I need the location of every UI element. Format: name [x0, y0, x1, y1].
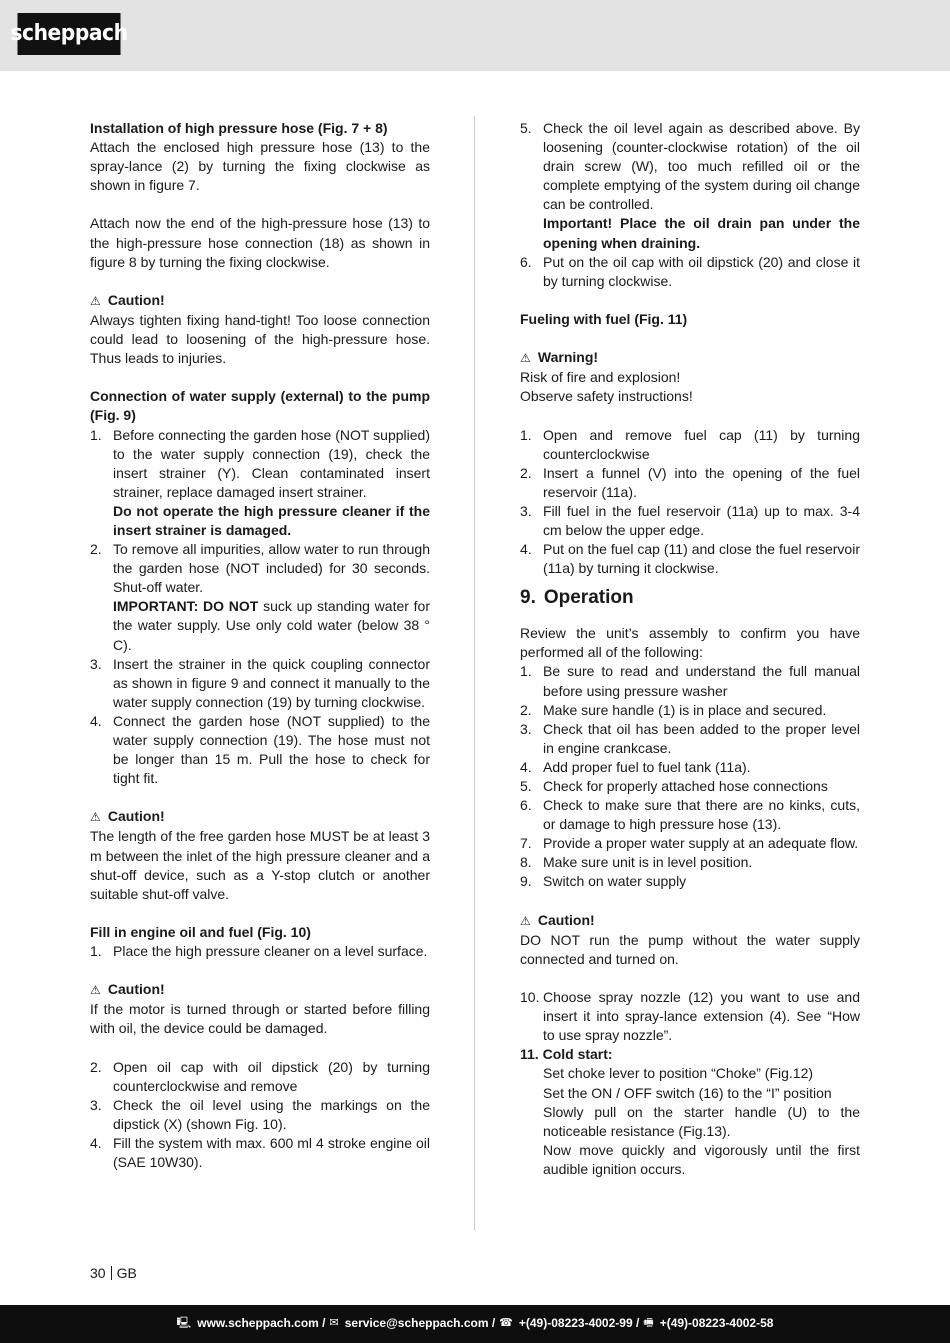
mail-icon: ✉	[329, 1317, 339, 1330]
water-supply-steps	[90, 426, 430, 789]
list-item: 10. Choose spray nozzle (12) you want to use and insert it into spray-lance extension (4). See “How to use spray nozzle”.	[520, 989, 860, 1044]
warning-triangle-icon: ⚠	[520, 351, 531, 366]
right-column	[520, 119, 860, 1179]
list-item: 5. Check the oil level again as described above. By loosening (counter-clockwise rotation) of the oil drain screw (W), too much refilled oil or the complete emptying of the system during oil change can be controlled. Important! Place the oil drain pan under the opening when draining.	[520, 120, 860, 251]
list-item: 1. Before connecting the garden hose (NOT supplied) to the water supply connection (19), check the insert strainer (Y). Clean contaminated insert strainer, replace damaged insert strainer. Do not operate the high pressure cleaner if the insert strainer is damaged.	[90, 426, 430, 538]
start-steps	[520, 988, 860, 1045]
cold-start-line: Set choke lever to position “Choke” (Fig.12)	[543, 1065, 814, 1082]
fax-icon: 🖷	[643, 1317, 654, 1330]
warning-triangle-icon: ⚠	[520, 913, 531, 928]
list-item: 5. Check for properly attached hose connections	[520, 778, 828, 794]
list-item: 4. Add proper fuel to fuel tank (11a).	[520, 758, 751, 775]
install-paragraph-1: Attach the enclosed high pressure hose (13) to the spray-lance (2) by turning the fixing clockwise as shown in figure 7.	[90, 139, 430, 194]
list-item: 3. Insert the strainer in the quick coupling connector as shown in figure 9 and connect it manually to the water supply connection (19) by turning clockwise.	[90, 655, 430, 710]
cold-start-line: Set the ON / OFF switch (16) to the “I” position	[543, 1084, 832, 1101]
caution-text-4: DO NOT run the pump without the water supply connected and turned on.	[520, 931, 860, 967]
list-item: 1. Be sure to read and understand the full manual before using pressure washer	[520, 663, 860, 699]
warning-heading: ⚠ Warning!	[520, 348, 860, 368]
install-heading: Installation of high pressure hose (Fig. 7 + 8)	[90, 120, 388, 136]
list-item: 9. Switch on water supply	[520, 873, 687, 890]
list-item: 3. Fill fuel in the fuel reservoir (11a) up to max. 3-4 cm below the upper edge.	[520, 502, 860, 538]
list-item: 3. Check that oil has been added to the proper level in engine crankcase.	[520, 720, 860, 756]
list-item: 3. Check the oil level using the markings on the dipstick (X) (shown Fig. 10).	[90, 1096, 430, 1132]
operation-steps	[520, 662, 860, 891]
page-footer	[0, 1305, 950, 1343]
list-item: 2. Open oil cap with oil dipstick (20) by turning counterclockwise and remove	[90, 1058, 430, 1094]
page-number: 30 GB	[90, 1265, 137, 1281]
caution-text-2: The length of the free garden hose MUST be at least 3 m between the inlet of the high pressure cleaner and a shut-off device, such as a Y-stop clutch or another suitable shut-off valve.	[90, 828, 430, 902]
list-item: 1. Open and remove fuel cap (11) by turning counterclockwise	[520, 426, 860, 462]
cold-start-heading: 11. Cold start:	[520, 1046, 613, 1063]
oil-steps-a	[90, 942, 430, 961]
footer-email[interactable]: service@scheppach.com /	[344, 1316, 496, 1331]
caution-heading-1: ⚠ Caution!	[90, 291, 430, 311]
list-item: 2. To remove all impurities, allow water to run through the garden hose (NOT included) for 30 seconds. Shut-off water. IMPORTANT: DO NOT suck up standing water for the water supply. Use only cold water (below 38 ° C).	[90, 541, 430, 653]
list-item: 7. Provide a proper water supply at an adequate flow.	[520, 835, 859, 852]
list-item: 8. Make sure unit is in level position.	[520, 854, 753, 871]
operation-intro: Review the unit’s assembly to confirm you have performed all of the following:	[520, 625, 860, 661]
section-heading-operation: 9. Operation	[520, 587, 634, 609]
caution-heading-2: ⚠ Caution!	[90, 807, 430, 827]
caution-heading-4: ⚠ Caution!	[520, 911, 860, 931]
list-item: 4. Put on the fuel cap (11) and close the fuel reservoir (11a) by turning it clockwise.	[520, 541, 860, 577]
list-item: 4. Connect the garden hose (NOT supplied) to the water supply connection (19). The hose must not be longer than 15 m. Pull the hose to check for tight fit.	[90, 712, 430, 787]
list-item: 6. Check to make sure that there are no kinks, cuts, or damage to high pressure hose (13).	[520, 797, 860, 833]
warning-triangle-icon: ⚠	[90, 810, 101, 825]
water-supply-heading: Connection of water supply (external) to the pump (Fig. 9)	[90, 388, 430, 424]
cold-start-line: Slowly pull on the starter handle (U) to the noticeable resistance (Fig.13).	[543, 1103, 860, 1139]
caution-text-3: If the motor is turned through or started before filling with oil, the device could be damaged.	[90, 1001, 430, 1037]
list-item: 2. Insert a funnel (V) into the opening of the fuel reservoir (11a).	[520, 464, 860, 500]
oil-fuel-heading: Fill in engine oil and fuel (Fig. 10)	[90, 923, 311, 940]
footer-phone: +(49)-08223-4002-99 /	[518, 1316, 640, 1331]
cold-start-instructions	[520, 1064, 860, 1179]
install-paragraph-2: Attach now the end of the high-pressure hose (13) to the high-pressure hose connection (18) as shown in figure 8 by turning the fixing clockwise.	[90, 215, 430, 270]
oil-steps-c	[520, 119, 860, 291]
caution-text-1: Always tighten fixing hand-tight! Too loose connection could lead to loosening of the high-pressure hose. Thus leads to injuries.	[90, 311, 430, 367]
list-item: 1. Place the high pressure cleaner on a level surface.	[90, 943, 428, 960]
warning-line-2: Observe safety instructions!	[520, 388, 693, 405]
warning-triangle-icon: ⚠	[90, 293, 101, 308]
list-item: 4. Fill the system with max. 600 ml 4 stroke engine oil (SAE 10W30).	[90, 1134, 430, 1171]
list-item: 6. Put on the oil cap with oil dipstick (20) and close it by turning clockwise.	[520, 253, 860, 289]
scheppach-logo: scheppach	[17, 13, 120, 55]
list-item: 2. Make sure handle (1) is in place and secured.	[520, 701, 827, 718]
fuel-steps	[520, 426, 860, 579]
caution-heading-3: ⚠ Caution!	[90, 980, 430, 1000]
cold-start-line: Now move quickly and vigorously until the first audible ignition occurs.	[543, 1141, 860, 1177]
column-divider	[474, 116, 475, 1230]
page-header	[0, 0, 950, 71]
computer-icon: 🖳	[176, 1317, 192, 1330]
left-column	[90, 119, 430, 1172]
warning-line-1: Risk of fire and explosion!	[520, 369, 681, 386]
footer-fax: +(49)-08223-4002-58	[659, 1316, 774, 1331]
oil-steps-b	[90, 1058, 430, 1173]
footer-website[interactable]: www.scheppach.com /	[197, 1316, 326, 1331]
fuel-heading: Fueling with fuel (Fig. 11)	[520, 310, 688, 327]
warning-triangle-icon: ⚠	[90, 983, 101, 998]
phone-icon: ☎	[499, 1317, 513, 1330]
